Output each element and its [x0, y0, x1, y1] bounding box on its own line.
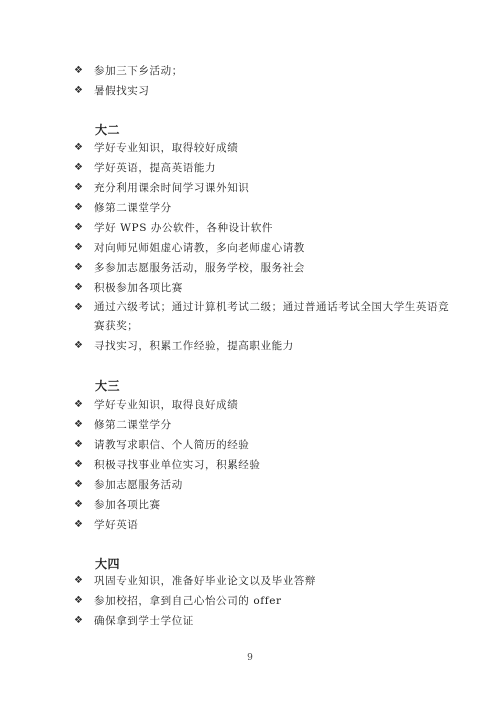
list-item: ❖ 参加三下乡活动； — [74, 61, 454, 81]
diamond-bullet-icon: ❖ — [74, 202, 83, 213]
diamond-bullet-icon: ❖ — [74, 479, 83, 490]
list-item: ❖ 修第二课堂学分 — [74, 198, 454, 218]
list-item: ❖ 寻找实习，积累工作经验，提高职业能力 — [74, 336, 454, 356]
list-item: ❖ 通过六级考试；通过计算机考试二级；通过普通话考试全国大学生英语竞赛获奖； — [74, 298, 454, 336]
diamond-bullet-icon: ❖ — [74, 162, 83, 173]
diamond-bullet-icon: ❖ — [74, 262, 83, 273]
list-item: ❖ 学好专业知识，取得较好成绩 — [74, 138, 454, 158]
diamond-bullet-icon: ❖ — [74, 399, 83, 410]
list-item: ❖ 确保拿到学士学位证 — [74, 611, 454, 631]
list-item: ❖ 学好 WPS 办公软件，各种设计软件 — [74, 218, 454, 238]
diamond-bullet-icon: ❖ — [74, 519, 83, 530]
diamond-bullet-icon: ❖ — [74, 615, 83, 626]
diamond-bullet-icon: ❖ — [74, 182, 83, 193]
year2-list — [74, 138, 454, 356]
section-heading-year4: 大四 — [95, 557, 121, 571]
list-item: ❖ 参加各项比赛 — [74, 495, 454, 515]
page-number: 9 — [247, 653, 253, 663]
list-item: ❖ 多参加志愿服务活动，服务学校，服务社会 — [74, 258, 454, 278]
list-item: ❖ 积极寻找事业单位实习，积累经验 — [74, 455, 454, 475]
list-item: ❖ 学好英语，提高英语能力 — [74, 158, 454, 178]
list-item: ❖ 充分利用课余时间学习课外知识 — [74, 178, 454, 198]
section-heading-year2: 大二 — [95, 123, 121, 137]
diamond-bullet-icon: ❖ — [74, 142, 83, 153]
diamond-bullet-icon: ❖ — [74, 499, 83, 510]
diamond-bullet-icon: ❖ — [74, 282, 83, 293]
list-item: ❖ 学好专业知识，取得良好成绩 — [74, 395, 454, 415]
diamond-bullet-icon: ❖ — [74, 340, 83, 351]
list-item: ❖ 参加校招，拿到自己心怡公司的 offer — [74, 591, 454, 611]
diamond-bullet-icon: ❖ — [74, 65, 83, 76]
diamond-bullet-icon: ❖ — [74, 85, 83, 96]
diamond-bullet-icon: ❖ — [74, 575, 83, 586]
list-item: ❖ 参加志愿服务活动 — [74, 475, 454, 495]
list-item: ❖ 巩固专业知识，准备好毕业论文以及毕业答辩 — [74, 571, 454, 591]
list-item: ❖ 对向师兄师姐虚心请教，多向老师虚心请教 — [74, 238, 454, 258]
section-heading-year3: 大三 — [95, 379, 121, 393]
list-item: ❖ 学好英语 — [74, 515, 454, 535]
diamond-bullet-icon: ❖ — [74, 242, 83, 253]
list-item: ❖ 请教写求职信、个人简历的经验 — [74, 435, 454, 455]
list-item: ❖ 积极参加各项比赛 — [74, 278, 454, 298]
diamond-bullet-icon: ❖ — [74, 419, 83, 430]
diamond-bullet-icon: ❖ — [74, 459, 83, 470]
list-item: ❖ 暑假找实习 — [74, 81, 454, 101]
year4-list — [74, 571, 454, 631]
intro-list — [74, 61, 454, 101]
list-item: ❖ 修第二课堂学分 — [74, 415, 454, 435]
diamond-bullet-icon: ❖ — [74, 439, 83, 450]
diamond-bullet-icon: ❖ — [74, 222, 83, 233]
diamond-bullet-icon: ❖ — [74, 302, 83, 313]
year3-list — [74, 395, 454, 535]
diamond-bullet-icon: ❖ — [74, 595, 83, 606]
